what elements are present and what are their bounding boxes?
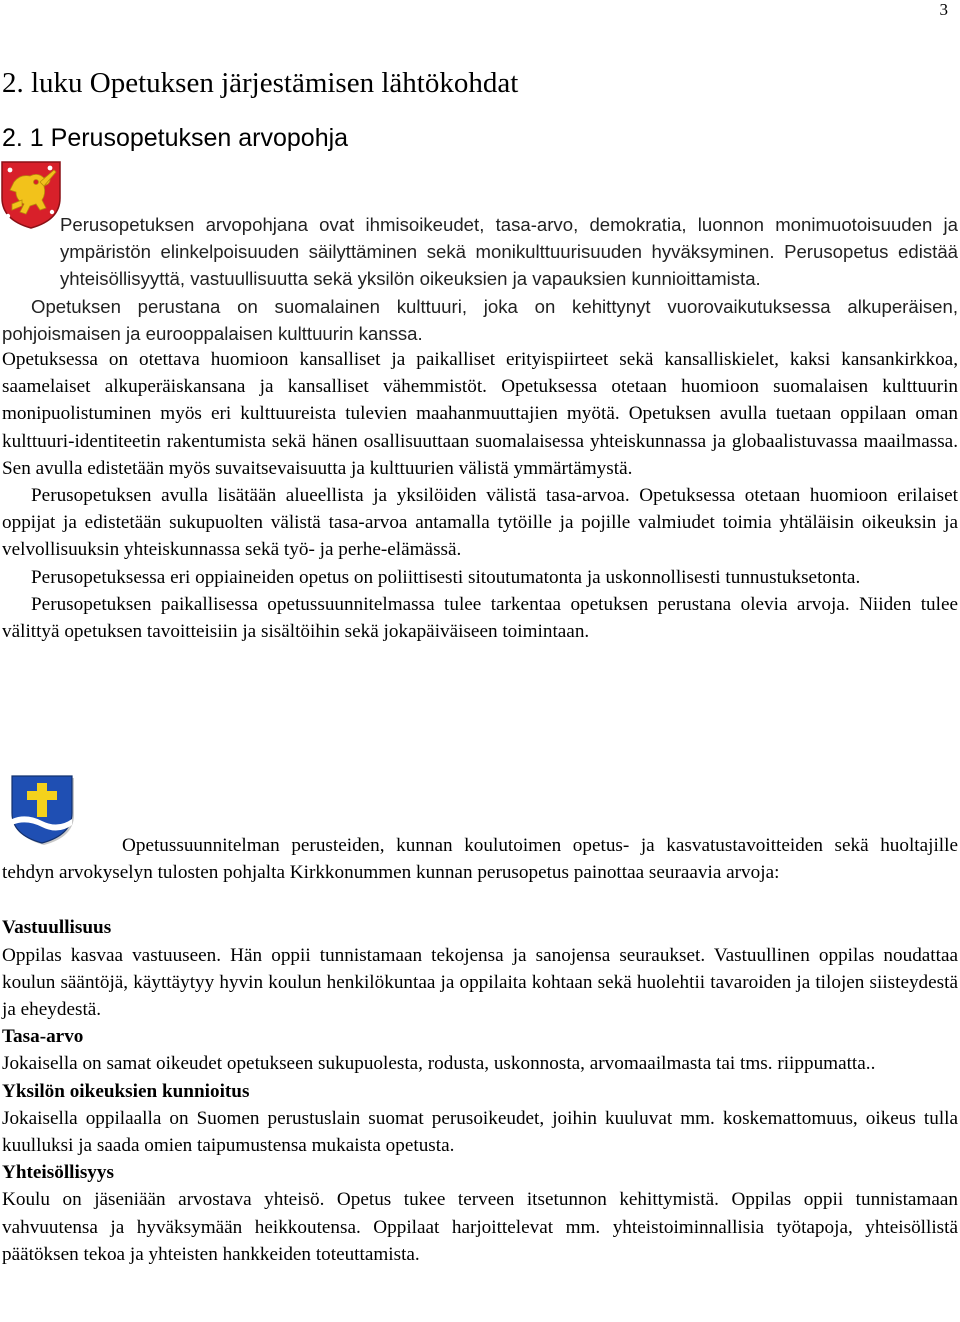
core-paragraph-culture: Opetuksessa on otettava huomioon kansalliset ja paikalliset erityispiirteet sekä kansalliskielet, kaksi kansankirkkoa, saamelaiset alkuperäiskansana ja kansalliset vähemmistöt. Opetuksessa otetaan huomioon suomalaisen kulttuurin monipuolistuminen myös eri kulttuureista tulevien maahanmuuttajien myötä. Opetuksen avulla tuetaan oppilaan oman kulttuuri-identiteetin rakentumista sekä hänen osallisuuttaan suomalaisessa yhteiskunnassa ja globaalistuvassa maailmassa. Sen avulla edistetään myös suvaitsevaisuutta ja kulttuurien välistä ymmärtämystä. [2,349,958,479]
section-title: 2. 1 Perusopetuksen arvopohja [2,124,349,152]
value-heading-responsibility: Vastuullisuus [2,917,112,939]
national-values-paragraph-1: Perusopetuksen arvopohjana ovat ihmisoikeudet, tasa-arvo, demokratia, luonnon monimuotoisuuden ja ympäristön elinkelpoisuuden säilyttäminen sekä monikulttuurisuuden hyväksyminen. Perusopetus edistää yhteisöllisyyttä, vastuullisuutta sekä yksilön oikeuksien ja vapauksien kunnioittamista. [60,214,958,290]
municipal-intro: Opetussuunnitelman perusteiden, kunnan koulutoimen opetus- ja kasvatustavoitteiden sekä huoltajille tehdyn arvokyselyn tulosten pohjalta Kirkkonummen kunnan perusopetus painottaa seuraavia arvoja: [2,835,958,884]
value-text-equality: Jokaisella on samat oikeudet opetukseen sukupuolesta, rodusta, uskonnosta, arvomaailmasta tai tms. riippumatta.. [2,1053,876,1075]
value-heading-community: Yhteisöllisyys [2,1162,114,1184]
value-text-individual-rights: Jokaisella oppilaalla on Suomen perustuslain suomat perusoikeudet, joihin kuuluvat mm. koskemattomuus, oikeus tulla kuulluksi ja saada omien taipumustensa mukaista opetusta. [2,1107,958,1157]
national-values-block [2,211,958,347]
value-text-responsibility: Oppilas kasvaa vastuuseen. Hän oppii tunnistamaan tekojensa ja sanojensa seuraukset. Vastuullinen oppilas noudattaa koulun sääntöjä, käyttäytyy hyvin koulun henkilökuntaa ja oppilaita kohtaan sekä huolehtii tavaroiden ja tilojen siisteydestä ja eheydestä. [2,944,958,1021]
core-text-block [2,346,958,645]
chapter-title: 2. luku Opetuksen järjestämisen lähtökohdat [2,67,519,99]
core-paragraph-neutrality: Perusopetuksessa eri oppiaineiden opetus on poliittisesti sitoutumatonta ja uskonnollisesti tunnustuksetonta. [31,566,861,588]
core-paragraph-equality: Perusopetuksen avulla lisätään alueellista ja yksilöiden välistä tasa-arvoa. Opetuksessa otetaan huomioon erilaiset oppijat ja edistetään sukupuolten välistä tasa-arvoa antamalla tytöille ja pojille valmiudet toimia yhtäläisin oikeuksin ja velvollisuuksin yhteiskunnassa sekä työ- ja perhe-elämässä. [2,485,958,561]
value-heading-individual-rights: Yksilön oikeuksien kunnioitus [2,1080,250,1102]
page-number: 3 [939,0,948,19]
national-values-paragraph-2: Opetuksen perustana on suomalainen kulttuuri, joka on kehittynyt vuorovaikutuksessa alkuperäisen, pohjoismaisen ja eurooppalaisen kulttuurin kanssa. [2,295,958,344]
value-heading-equality: Tasa-arvo [2,1026,84,1048]
core-paragraph-local-curriculum: Perusopetuksen paikallisessa opetussuunnitelmassa tulee tarkentaa opetuksen perustana olevia arvoja. Niiden tulee välittyä opetuksen tavoitteisiin ja sisältöihin sekä jokapäiväiseen toimintaan. [2,593,958,643]
municipal-values-block [2,832,958,1268]
value-text-community: Koulu on jäseniään arvostava yhteisö. Opetus tukee terveen itsetunnon kehittymistä. Oppilas oppii tunnistamaan vahvuutensa ja hyväksymään heikkoutensa. Oppilaat harjoittelevat mm. yhteistoiminnallisia työtapoja, yhteisöllistä päätöksen tekoa ja yhteisten hankkeiden toteuttamista. [2,1189,958,1265]
